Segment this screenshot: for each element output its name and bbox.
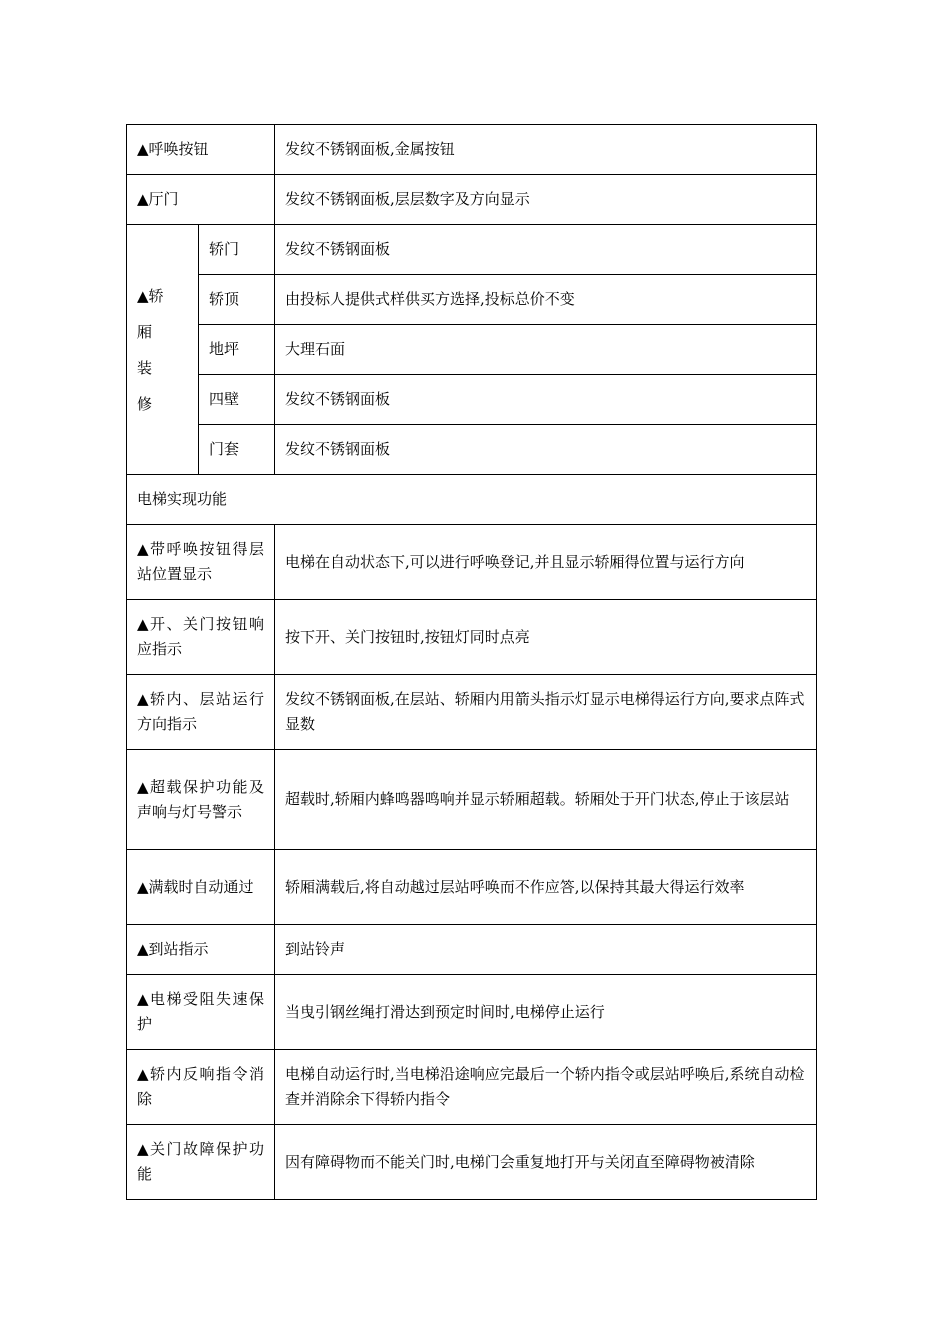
sub-item-name: 门套 (199, 425, 275, 475)
sub-item-name: 四壁 (199, 375, 275, 425)
table-row (127, 375, 817, 425)
sub-item-name: 轿门 (199, 225, 275, 275)
table-row (127, 600, 817, 675)
table-row (127, 325, 817, 375)
sub-item-value: 发纹不锈钢面板 (275, 225, 817, 275)
function-value: 电梯在自动状态下,可以进行呼唤登记,并且显示轿厢得位置与运行方向 (275, 525, 817, 600)
function-name: ▲满载时自动通过 (127, 850, 275, 925)
table-row (127, 850, 817, 925)
function-value: 电梯自动运行时,当电梯沿途响应完最后一个轿内指令或层站呼唤后,系统自动检查并消除余下得轿内指令 (275, 1050, 817, 1125)
function-value: 当曳引钢丝绳打滑达到预定时间时,电梯停止运行 (275, 975, 817, 1050)
table-row (127, 675, 817, 750)
table-row (127, 275, 817, 325)
row-value-call-button: 发纹不锈钢面板,金属按钮 (275, 125, 817, 175)
table-row (127, 925, 817, 975)
table-row (127, 750, 817, 850)
function-name: ▲轿内反响指令消除 (127, 1050, 275, 1125)
group-label-line: ▲轿 (137, 286, 164, 305)
function-value: 发纹不锈钢面板,在层站、轿厢内用箭头指示灯显示电梯得运行方向,要求点阵式显数 (275, 675, 817, 750)
function-value: 轿厢满载后,将自动越过层站呼唤而不作应答,以保持其最大得运行效率 (275, 850, 817, 925)
sub-item-name: 地坪 (199, 325, 275, 375)
sub-item-value: 发纹不锈钢面板 (275, 375, 817, 425)
sub-item-value: 由投标人提供式样供买方选择,投标总价不变 (275, 275, 817, 325)
section-heading: 电梯实现功能 (127, 475, 817, 525)
sub-item-value: 发纹不锈钢面板 (275, 425, 817, 475)
function-value: 因有障碍物而不能关门时,电梯门会重复地打开与关闭直至障碍物被清除 (275, 1125, 817, 1200)
function-name: ▲超载保护功能及声响与灯号警示 (127, 750, 275, 850)
function-name: ▲关门故障保护功能 (127, 1125, 275, 1200)
elevator-spec-table (126, 124, 817, 1200)
group-label-line: 装 (137, 358, 153, 377)
group-label-line: 厢 (137, 322, 153, 341)
table-row (127, 975, 817, 1050)
table-row (127, 225, 817, 275)
function-value: 按下开、关门按钮时,按钮灯同时点亮 (275, 600, 817, 675)
function-name: ▲带呼唤按钮得层站位置显示 (127, 525, 275, 600)
table-row (127, 525, 817, 600)
function-name: ▲到站指示 (127, 925, 275, 975)
row-value-hall-door: 发纹不锈钢面板,层层数字及方向显示 (275, 175, 817, 225)
function-name: ▲开、关门按钮响应指示 (127, 600, 275, 675)
table-row (127, 175, 817, 225)
row-name-hall-door: ▲厅门 (127, 175, 275, 225)
row-name-call-button: ▲呼唤按钮 (127, 125, 275, 175)
function-value: 到站铃声 (275, 925, 817, 975)
function-name: ▲轿内、层站运行方向指示 (127, 675, 275, 750)
sub-item-name: 轿顶 (199, 275, 275, 325)
table-row (127, 425, 817, 475)
sub-item-value: 大理石面 (275, 325, 817, 375)
group-label-line: 修 (137, 394, 153, 413)
car-decoration-group-label (127, 225, 199, 475)
function-value: 超载时,轿厢内蜂鸣器鸣响并显示轿厢超载。轿厢处于开门状态,停止于该层站 (275, 750, 817, 850)
table-row (127, 1050, 817, 1125)
function-name: ▲电梯受阻失速保护 (127, 975, 275, 1050)
table-row (127, 475, 817, 525)
table-row (127, 125, 817, 175)
table-row (127, 1125, 817, 1200)
